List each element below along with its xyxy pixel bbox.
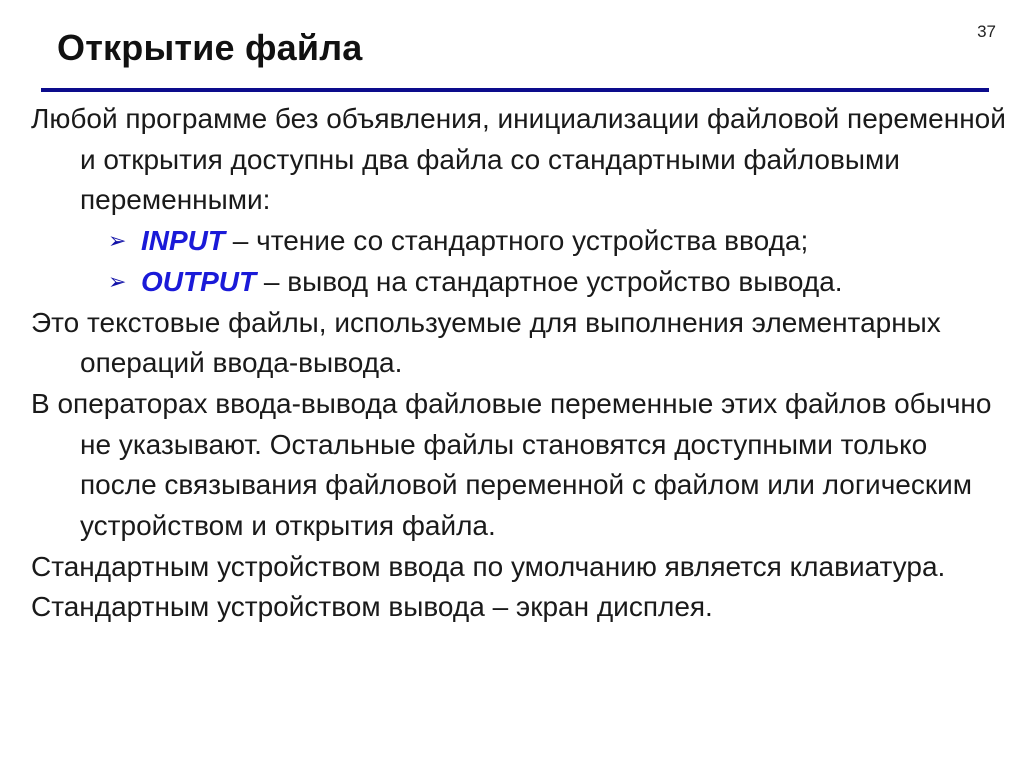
bullet-input-text: – чтение со стандартного устройства ввода; bbox=[225, 225, 809, 257]
slide-body bbox=[31, 99, 1006, 628]
arrow-bullet-icon: ➢ bbox=[108, 228, 127, 254]
title-underline bbox=[41, 88, 989, 92]
paragraph-default-input: Стандартным устройством ввода по умолчанию является клавиатура. bbox=[31, 550, 946, 582]
slide-number: 37 bbox=[977, 22, 996, 41]
keyword-output: OUTPUT bbox=[141, 265, 257, 297]
paragraph-io-operators: В операторах ввода-вывода файловые переменные этих файлов обычно не указывают. Остальные файлы становятся доступными только после связывания файловой переменной с файлом или логическим устройством и открытия файла. bbox=[31, 387, 992, 542]
arrow-bullet-icon: ➢ bbox=[108, 268, 127, 294]
slide-title: Открытие файла bbox=[57, 27, 363, 68]
paragraph-intro: Любой программе без объявления, инициализации файловой переменной и открытия доступны два файла со стандартными файловыми переменными: bbox=[31, 103, 1006, 216]
paragraph-text-files: Это текстовые файлы, используемые для выполнения элементарных операций ввода-вывода. bbox=[31, 306, 941, 379]
bullet-output bbox=[31, 262, 1006, 303]
paragraph-default-output: Стандартным устройством вывода – экран дисплея. bbox=[31, 591, 713, 623]
keyword-input: INPUT bbox=[141, 225, 225, 257]
bullet-input bbox=[31, 221, 1006, 262]
bullet-output-text: – вывод на стандартное устройство вывода. bbox=[256, 265, 843, 297]
